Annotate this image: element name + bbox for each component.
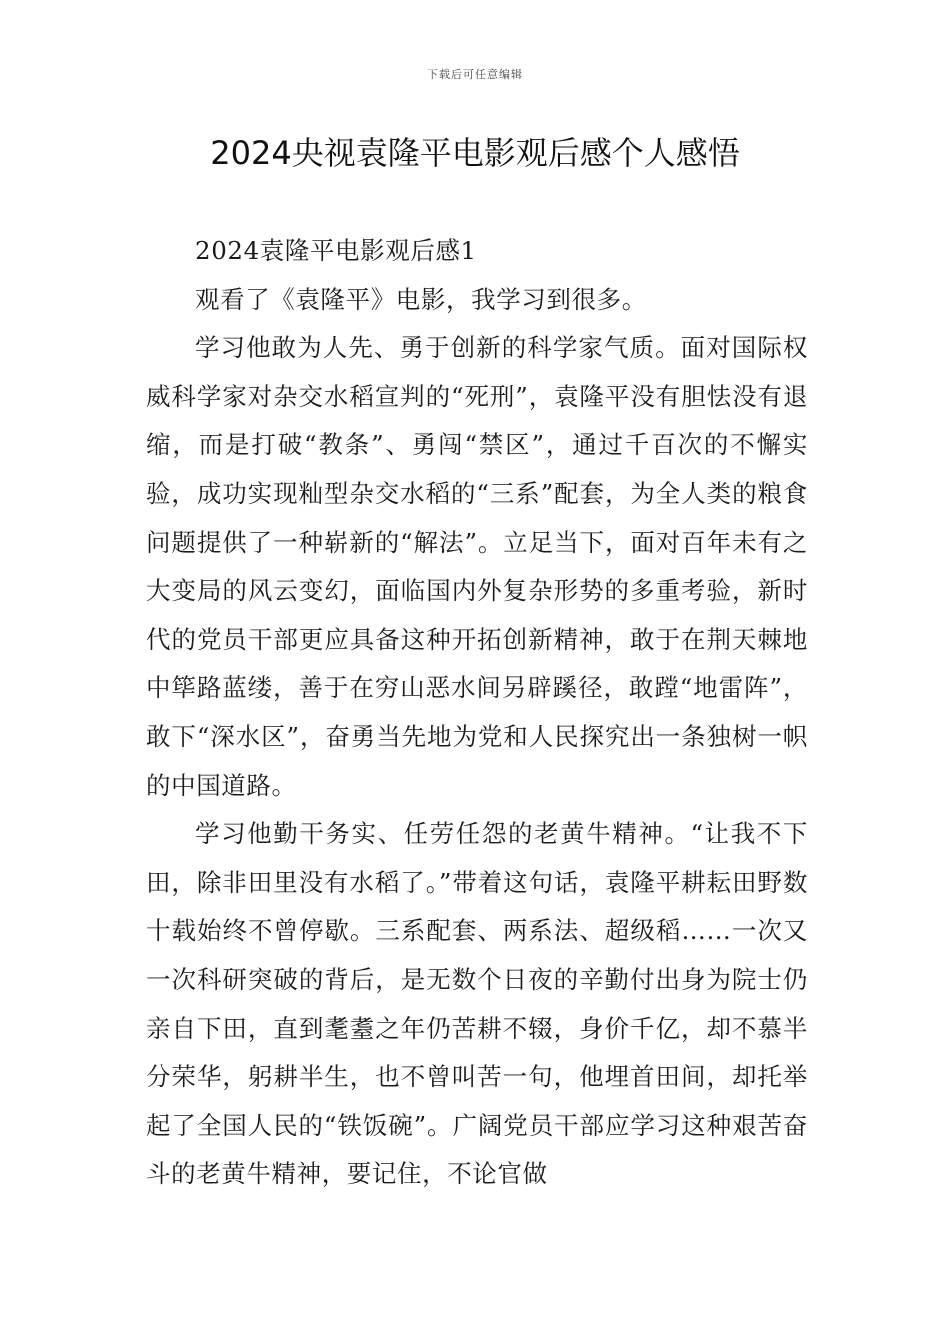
header-note: 下载后可任意编辑 (427, 68, 523, 81)
subtitle-paragraph: 2024袁隆平电影观后感1 (195, 236, 477, 265)
body-paragraph: 学习他敢为人先、勇于创新的科学家气质。面对国际权威科学家对杂交水稻宣判的“死刑”，袁隆平没有胆怯没有退缩，而是打破“教条”、勇闯“禁区”，通过千百次的不懈实验，成功实现籼型杂交水稻的“三系”配套，为全人类的粮食问题提供了一种崭新的“解法”。立足当下，面对百年未有之大变局的风云变幻，面临国内外复杂形势的多重考验，新时代的党员干部更应具备这种开拓创新精神，敢于在荆天棘地中筚路蓝缕，善于在穷山恶水间另辟蹊径，敢蹚“地雷阵”，敢下“深水区”，奋勇当先地为党和人民探究出一条独树一帜的中国道路。 (146, 333, 808, 800)
body-paragraph: 学习他勤干务实、任劳任怨的老黄牛精神。“让我不下田，除非田里没有水稻了。”带着这句话，袁隆平耕耘田野数十载始终不曾停歇。三系配套、两系法、超级稻……一次又一次科研突破的背后，是无数个日夜的辛勤付出身为院士仍亲自下田，直到耄耋之年仍苦耕不辍，身价千亿，却不慕半分荣华，躬耕半生，也不曾叫苦一句，他埋首田间，却托举起了全国人民的“铁饭碗”。广阔党员干部应学习这种艰苦奋斗的老黄牛精神，要记住，不论官做 (146, 819, 808, 1189)
document-title: 2024央视袁隆平电影观后感个人感悟 (210, 134, 740, 172)
intro-paragraph: 观看了《袁隆平》电影，我学习到很多。 (195, 284, 647, 314)
document-body (146, 227, 808, 1199)
